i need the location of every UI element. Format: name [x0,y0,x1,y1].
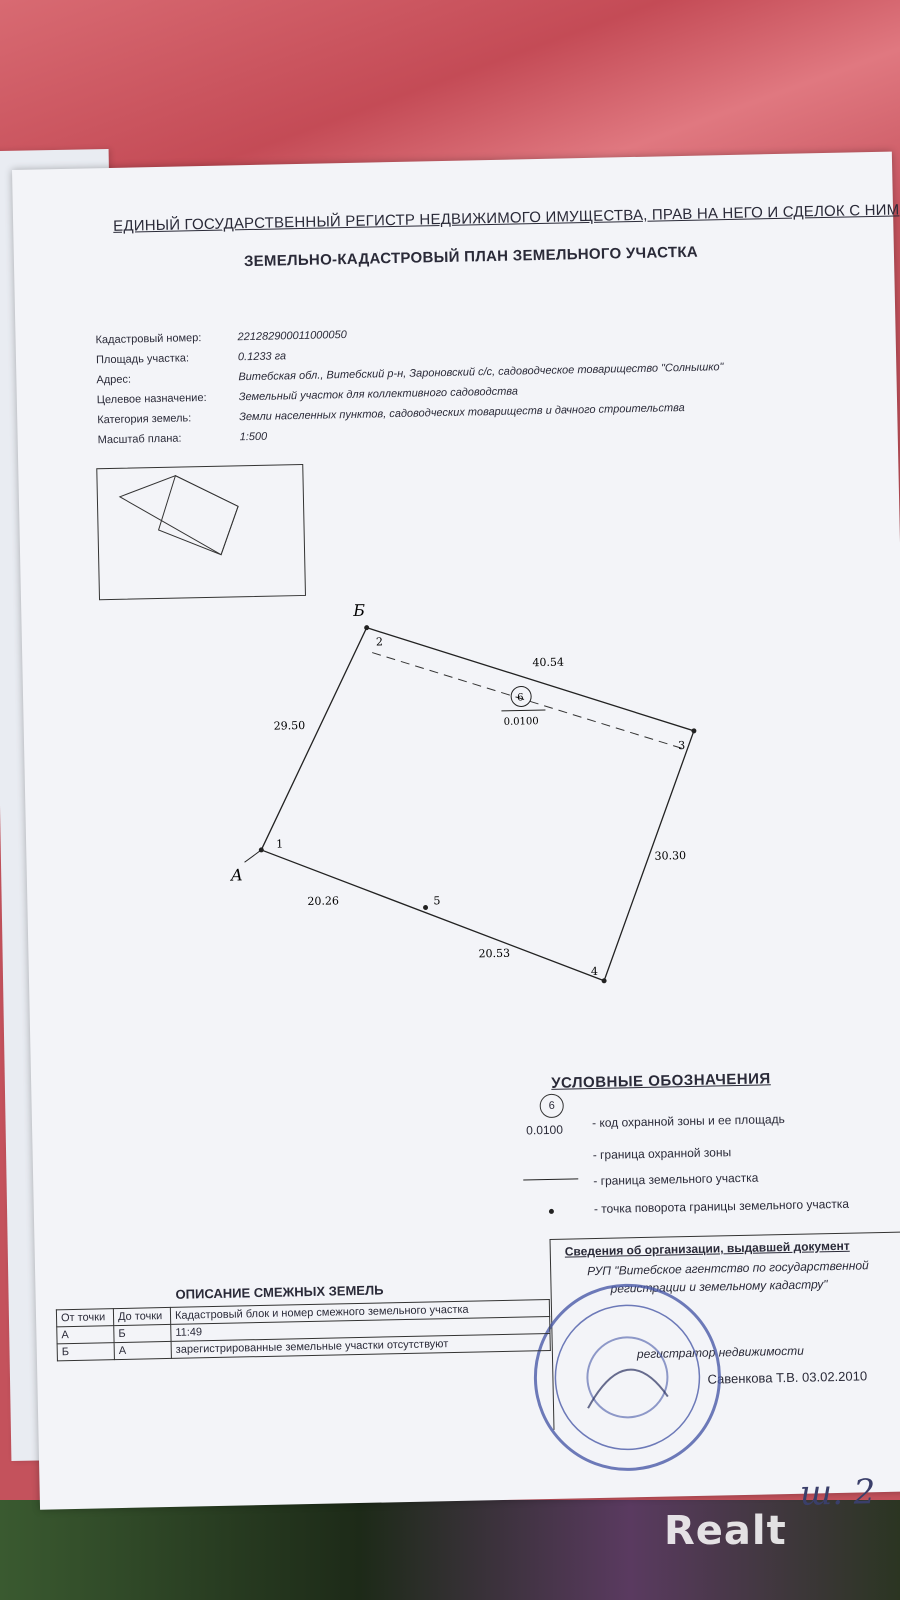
realt-watermark: Realt [664,1508,787,1554]
side-3-4-length: 30.30 [654,849,687,863]
overview-minimap [96,464,306,600]
legend-item-plot-boundary: - граница земельного участка [593,1170,759,1189]
legend-item-turn-point: - точка поворота границы земельного участка [593,1196,850,1217]
turn-point-5 [423,905,428,910]
table-cell: А [114,1341,171,1359]
land-plot-plan [201,601,710,1031]
info-area: Площадь участка: 0.1233 га [95,350,287,367]
corner-b-label: Б [353,600,366,620]
info-address: Адрес: Витебская обл., Витебский р-н, Зароновский с/с, садоводческое товарищество "Солнышко" [96,361,724,387]
table-cell: зарегистрированные земельные участки отсутствуют [171,1333,550,1358]
organization-title: Сведения об организации, выдавшей документ [564,1238,850,1259]
cadastral-document [12,152,900,1514]
table-cell: Б [114,1324,171,1342]
legend-zone-code: 6 [539,1094,563,1118]
zone-area-label: 0.0100 [503,716,539,728]
table-cell: А [57,1326,114,1344]
zone-fraction-line [501,710,545,711]
handwritten-note: ш. 2 [799,1472,876,1514]
adjacent-lands-table [56,1299,551,1361]
legend-boundary-line-sample [523,1178,578,1180]
point-4-label: 4 [590,964,599,979]
legend-title: УСЛОВНЫЕ ОБОЗНАЧЕНИЯ [551,1070,771,1092]
registrar-signature-date: Савенкова Т.В. 03.02.2010 [707,1368,868,1387]
minimap-parcel-right [157,474,239,556]
point-3-label: 3 [678,739,686,753]
info-purpose: Целевое назначение: Земельный участок для коллективного садоводства [96,385,519,407]
side-5-1-length: 20.26 [307,894,340,908]
side-1-2-length: 29.50 [273,718,306,733]
point-2-label: 2 [375,635,384,649]
corner-a-label: А [230,865,244,885]
legend-item-zone-boundary: - граница охранной зоны [592,1145,732,1163]
legend-turn-point-sample [549,1209,554,1214]
signature-stroke [587,1369,668,1408]
legend-zone-area: 0.0100 [526,1122,564,1138]
official-seal [525,1275,729,1479]
registrar-role: регистратор недвижимости [636,1343,804,1362]
table-cell: 11:49 [171,1316,550,1341]
adjacent-lands-title: ОПИСАНИЕ СМЕЖНЫХ ЗЕМЕЛЬ [175,1282,384,1302]
column-header: Кадастровый блок и номер смежного земельного участка [170,1299,549,1324]
turn-point-4 [602,978,607,983]
side-4-5-length: 20.53 [478,946,511,961]
protection-zone-boundary [372,646,684,755]
seal-inner-ring [554,1304,701,1451]
organization-name-line2: регистрации и земельному кадастру" [610,1277,828,1296]
info-scale: Масштаб плана: 1:500 [97,430,268,447]
turn-point-2 [364,625,369,630]
seal-outer-ring [534,1283,722,1471]
document-title: ЗЕМЕЛЬНО-КАДАСТРОВЫЙ ПЛАН ЗЕМЕЛЬНОГО УЧАСТКА [243,243,699,271]
corner-a-leader [244,850,261,862]
turn-point-3 [691,728,696,733]
info-cadastral-number: Кадастровый номер: 221282900011000050 [95,329,347,347]
column-header: До точки [113,1307,170,1325]
column-header: От точки [56,1309,113,1327]
minimap-parcel-left [119,474,239,556]
point-1-label: 1 [276,837,284,851]
table-cell: Б [57,1343,114,1361]
zone-code-label: 6 [517,692,524,704]
point-5-label: 5 [433,894,441,908]
seal-emblem [587,1337,669,1419]
legend-item-zone-code: - код охранной зоны и ее площадь [591,1112,785,1131]
minimap-drawing [97,465,305,599]
organization-name-line1: РУП "Витебское агентство по государственной [587,1258,869,1279]
registry-header: ЕДИНЫЙ ГОСУДАРСТВЕННЫЙ РЕГИСТР НЕДВИЖИМОГО ИМУЩЕСТВА, ПРАВ НА НЕГО И СДЕЛОК С НИМ [113,201,900,235]
side-2-3-length: 40.54 [532,655,565,670]
plot-boundary [257,621,699,988]
info-land-category: Категория земель: Земли населенных пунктов, садоводческих товариществ и дачного строительства [97,401,685,427]
legend-dash-sample [573,1148,574,1162]
